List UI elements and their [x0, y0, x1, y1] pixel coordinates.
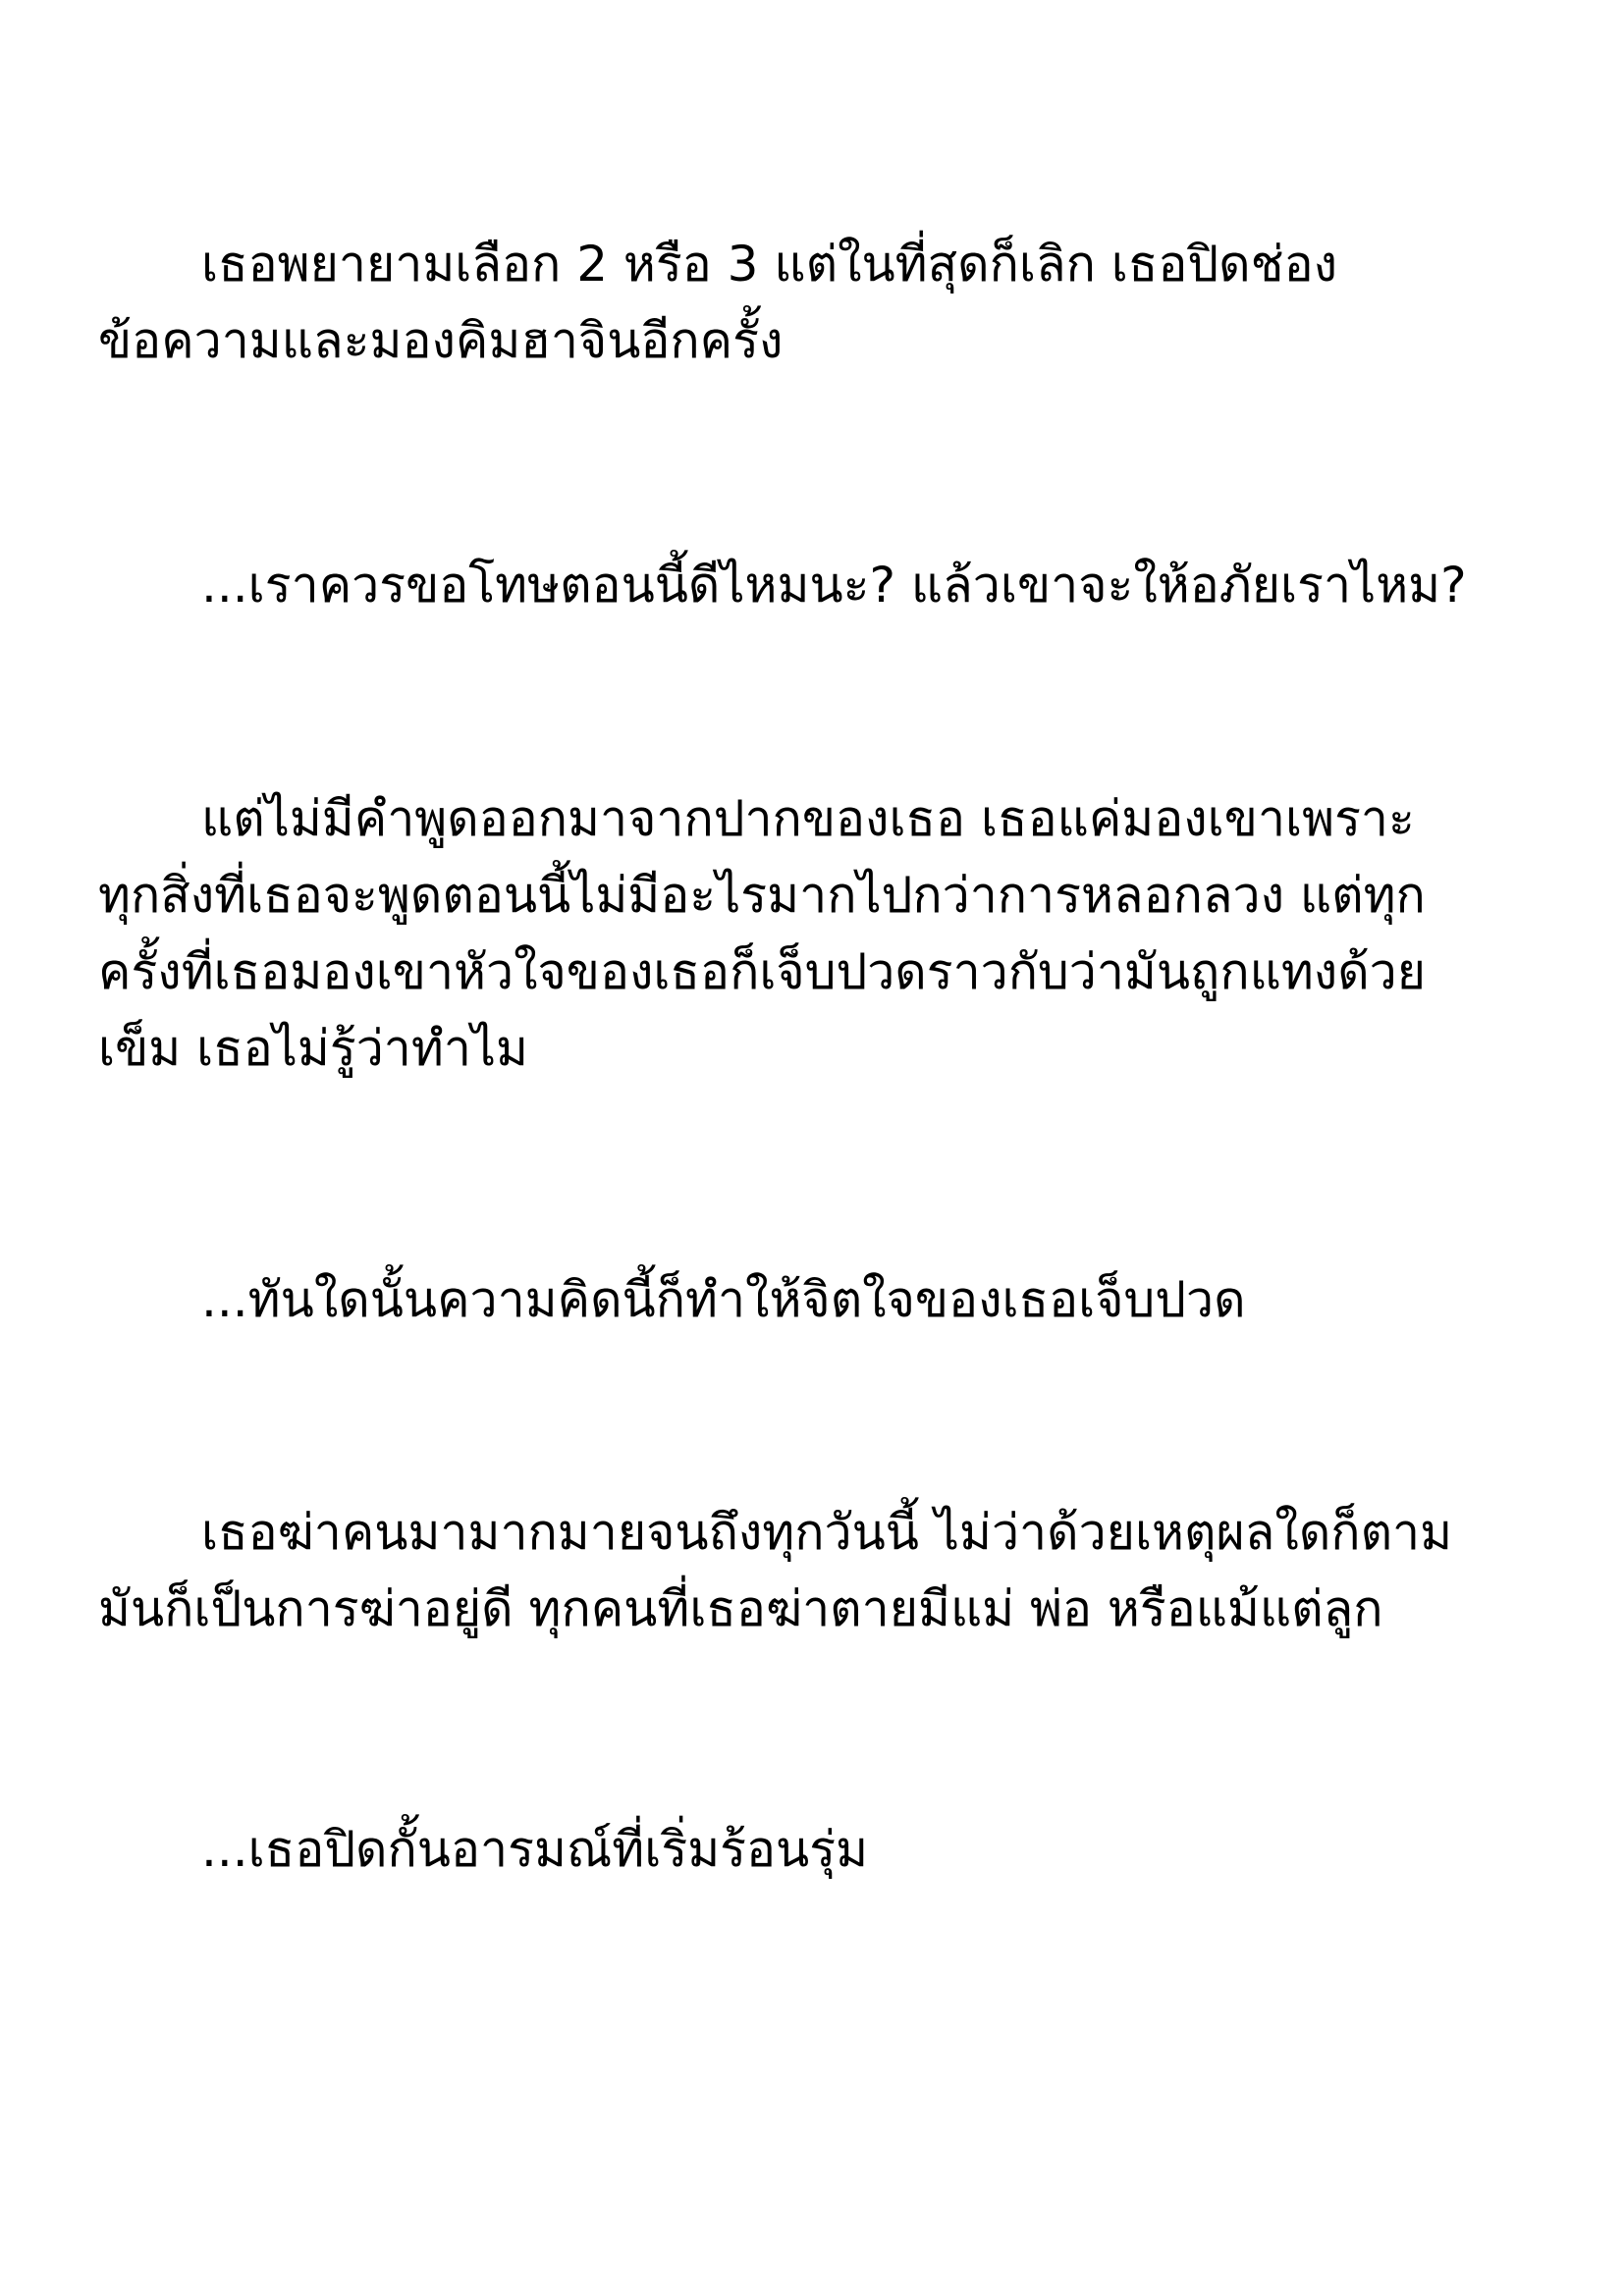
- paragraph-6: [98, 1811, 1532, 1888]
- paragraph-4: [98, 1261, 1532, 1338]
- paragraph-1: [98, 226, 1532, 379]
- paragraph-line: แต่ไม่มีคำพูดออกมาจากปากของเธอ เธอแค่มองเขาเพราะ: [201, 790, 1415, 847]
- paragraph-line: ...เราควรขอโทษตอนนี้ดีไหมนะ? แล้วเขาจะให้อภัยเราไหม?: [201, 557, 1467, 614]
- paragraph-3: [98, 780, 1532, 1087]
- paragraph-line: ...ทันใดนั้นความคิดนี้ก็ทำให้จิตใจของเธอเจ็บปวด: [201, 1271, 1246, 1328]
- paragraph-line: ข้อความและมองคิมฮาจินอีกครั้ง: [98, 312, 784, 369]
- paragraph-line: เธอฆ่าคนมามากมายจนถึงทุกวันนี้ ไม่ว่าด้วยเหตุผลใดก็ตาม: [201, 1504, 1453, 1561]
- paragraph-2: [98, 547, 1532, 623]
- paragraph-line: ครั้งที่เธอมองเขาหัวใจของเธอก็เจ็บปวดราวกับว่ามันถูกแทงด้วย: [98, 943, 1427, 1000]
- paragraph-line: ทุกสิ่งที่เธอจะพูดตอนนี้ไม่มีอะไรมากไปกว่าการหลอกลวง แต่ทุก: [98, 867, 1426, 924]
- paragraph-line: เข็ม เธอไม่รู้ว่าทำไม: [98, 1020, 529, 1077]
- paragraph-line: ...เธอปิดกั้นอารมณ์ที่เริ่มร้อนรุ่ม: [201, 1821, 869, 1878]
- paragraph-5: [98, 1494, 1532, 1647]
- paragraph-line: เธอพยายามเลือก 2 หรือ 3 แต่ในที่สุดก็เลิก เธอปิดช่อง: [201, 236, 1338, 293]
- paragraph-line: มันก็เป็นการฆ่าอยู่ดี ทุกคนที่เธอฆ่าตายมีแม่ พ่อ หรือแม้แต่ลูก: [98, 1580, 1383, 1637]
